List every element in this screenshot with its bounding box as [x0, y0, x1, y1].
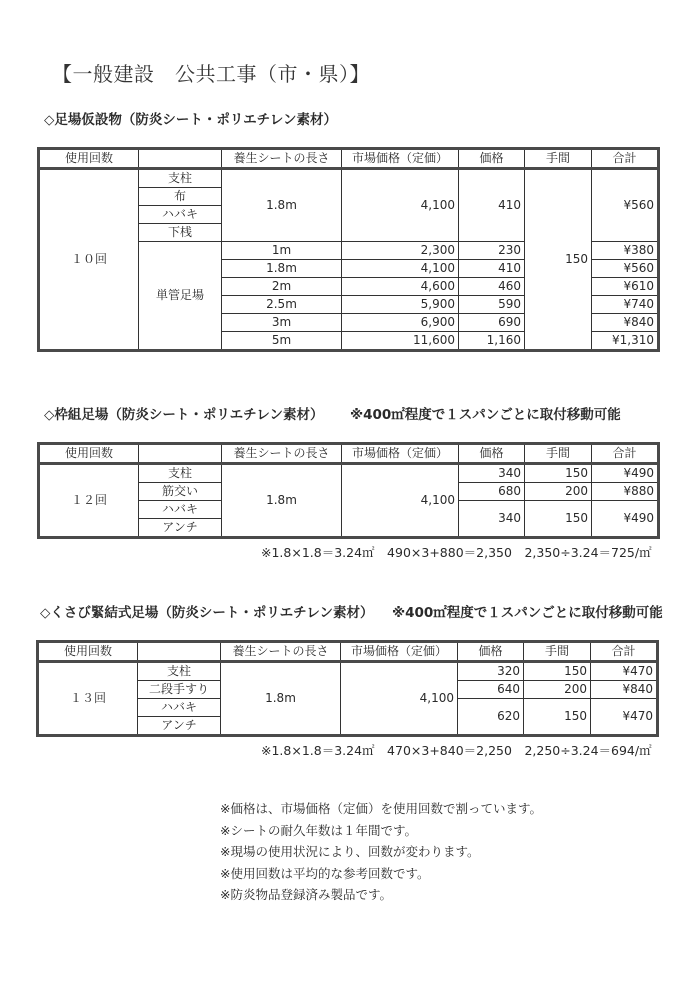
- market-price: 4,100: [342, 464, 459, 538]
- table-header-row: [38, 642, 658, 662]
- sheet-length: 1.8m: [222, 260, 342, 278]
- price: 640: [458, 681, 524, 699]
- header-uses: 使用回数: [38, 642, 138, 662]
- note-item: ※シートの耐久年数は１年間です。: [220, 822, 417, 838]
- item-name: 二段手すり: [138, 681, 221, 699]
- header-uses: 使用回数: [39, 444, 139, 464]
- header-labor: 手間: [525, 149, 592, 169]
- price: 230: [459, 242, 525, 260]
- total: ¥490: [592, 464, 659, 483]
- total: ¥490: [592, 501, 659, 538]
- sheet-length: 1.8m: [222, 169, 342, 242]
- header-market-price: 市場価格（定価）: [341, 642, 458, 662]
- table-row: [39, 464, 659, 483]
- total: ¥560: [592, 260, 659, 278]
- header-sheet-length: 養生シートの長さ: [222, 149, 342, 169]
- labor: 200: [524, 681, 591, 699]
- header-price: 価格: [459, 149, 525, 169]
- price: 1,160: [459, 332, 525, 351]
- header-item: [139, 444, 222, 464]
- table-row: [39, 169, 659, 188]
- item-name: 筋交い: [139, 483, 222, 501]
- item-name: 支柱: [139, 464, 222, 483]
- note-item: ※防炎物品登録済み製品です。: [220, 887, 392, 902]
- header-market-price: 市場価格（定価）: [342, 444, 459, 464]
- section-remark-wedge-scaffold: ※400㎡程度で１スパンごとに取付移動可能: [392, 605, 663, 621]
- header-labor: 手間: [525, 444, 592, 464]
- price: 320: [458, 662, 524, 681]
- sheet-length: 1.8m: [222, 464, 342, 538]
- sheet-length: 1.8m: [221, 662, 341, 736]
- total: ¥840: [591, 681, 658, 699]
- header-sheet-length: 養生シートの長さ: [221, 642, 341, 662]
- header-price: 価格: [459, 444, 525, 464]
- header-total: 合計: [592, 444, 659, 464]
- uses-count: １２回: [39, 464, 139, 538]
- total: ¥740: [592, 296, 659, 314]
- section-heading-scaffold-temporary: ◇足場仮設物（防炎シート・ポリエチレン素材）: [44, 112, 338, 128]
- market-price: 4,100: [342, 169, 459, 242]
- header-total: 合計: [592, 149, 659, 169]
- labor: 200: [525, 483, 592, 501]
- sheet-length: 1m: [222, 242, 342, 260]
- total: ¥470: [591, 662, 658, 681]
- header-item: [139, 149, 222, 169]
- item-name: 支柱: [138, 662, 221, 681]
- price: 680: [459, 483, 525, 501]
- uses-count: １３回: [38, 662, 138, 736]
- page-title: 【一般建設 公共工事（市・県）】: [52, 62, 370, 86]
- market-price: 6,900: [342, 314, 459, 332]
- labor: 150: [524, 699, 591, 736]
- item-name: 布: [139, 188, 222, 206]
- item-name: ハバキ: [138, 699, 221, 717]
- item-name: ハバキ: [139, 206, 222, 224]
- market-price: 4,100: [342, 260, 459, 278]
- market-price: 4,100: [341, 662, 458, 736]
- formula-frame-scaffold: ※1.8×1.8＝3.24㎡ 490×3+880＝2,350 2,350÷3.24＝725/㎡: [261, 545, 652, 560]
- labor: 150: [525, 169, 592, 351]
- header-market-price: 市場価格（定価）: [342, 149, 459, 169]
- market-price: 2,300: [342, 242, 459, 260]
- price: 690: [459, 314, 525, 332]
- header-total: 合計: [591, 642, 658, 662]
- labor: 150: [525, 464, 592, 483]
- section-remark-frame-scaffold: ※400㎡程度で１スパンごとに取付移動可能: [350, 407, 621, 423]
- table-wedge-scaffold: [36, 640, 659, 737]
- item-name: 下桟: [139, 224, 222, 242]
- sheet-length: 2.5m: [222, 296, 342, 314]
- note-item: ※使用回数は平均的な参考回数です。: [220, 865, 430, 881]
- total: ¥380: [592, 242, 659, 260]
- header-labor: 手間: [524, 642, 591, 662]
- labor: 150: [525, 501, 592, 538]
- total: ¥470: [591, 699, 658, 736]
- header-sheet-length: 養生シートの長さ: [222, 444, 342, 464]
- section-heading-wedge-scaffold: ◇くさび緊結式足場（防炎シート・ポリエチレン素材）: [40, 605, 374, 621]
- total: ¥840: [592, 314, 659, 332]
- table-frame-scaffold: [37, 442, 660, 539]
- market-price: 5,900: [342, 296, 459, 314]
- total: ¥560: [592, 169, 659, 242]
- price: 410: [459, 260, 525, 278]
- price: 340: [459, 464, 525, 483]
- item-name: 単管足場: [139, 242, 222, 351]
- price: 340: [459, 501, 525, 538]
- uses-count: １０回: [39, 169, 139, 351]
- header-item: [138, 642, 221, 662]
- total: ¥880: [592, 483, 659, 501]
- table-scaffold-temporary: [37, 147, 660, 352]
- item-name: ハバキ: [139, 501, 222, 519]
- sheet-length: 5m: [222, 332, 342, 351]
- price: 590: [459, 296, 525, 314]
- table-header-row: [39, 444, 659, 464]
- table-header-row: [39, 149, 659, 169]
- note-item: ※現場の使用状況により、回数が変わります。: [220, 844, 480, 859]
- total: ¥610: [592, 278, 659, 296]
- item-name: アンチ: [138, 717, 221, 736]
- note-item: ※価格は、市場価格（定価）を使用回数で割っています。: [220, 801, 542, 816]
- table-row: [38, 662, 658, 681]
- section-heading-frame-scaffold: ◇枠組足場（防炎シート・ポリエチレン素材）: [44, 407, 324, 423]
- item-name: アンチ: [139, 519, 222, 538]
- notes-list: [220, 798, 542, 906]
- header-uses: 使用回数: [39, 149, 139, 169]
- sheet-length: 2m: [222, 278, 342, 296]
- sheet-length: 3m: [222, 314, 342, 332]
- market-price: 4,600: [342, 278, 459, 296]
- labor: 150: [524, 662, 591, 681]
- market-price: 11,600: [342, 332, 459, 351]
- formula-wedge-scaffold: ※1.8×1.8＝3.24㎡ 470×3+840＝2,250 2,250÷3.24＝694/㎡: [261, 743, 652, 758]
- price: 460: [459, 278, 525, 296]
- price: 410: [459, 169, 525, 242]
- item-name: 支柱: [139, 169, 222, 188]
- total: ¥1,310: [592, 332, 659, 351]
- header-price: 価格: [458, 642, 524, 662]
- price: 620: [458, 699, 524, 736]
